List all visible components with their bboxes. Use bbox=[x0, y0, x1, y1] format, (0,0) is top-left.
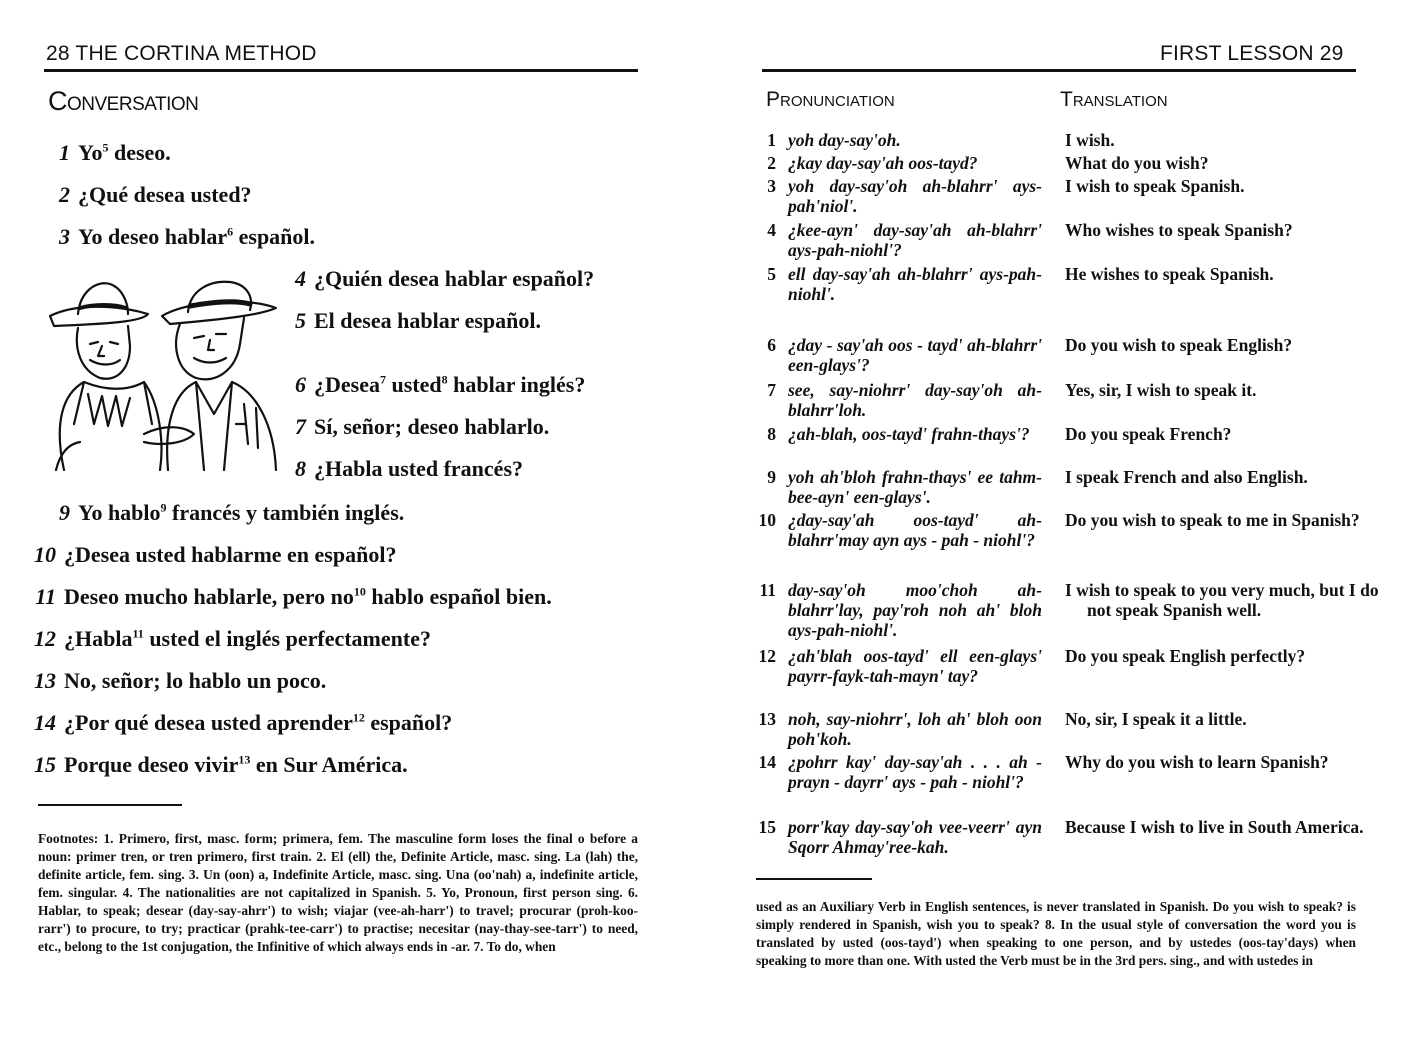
pronunciation-text: ¿ah'blah oos-tayd' ell een-glays' payrr-fayk-tah-mayn' tay? bbox=[788, 646, 1042, 686]
translation-text: I wish to speak to you very much, but I do not speak Spanish well. bbox=[1065, 580, 1379, 620]
illustration-svg bbox=[44, 274, 284, 474]
translation-text: What do you wish? bbox=[1065, 153, 1209, 173]
row-number: 6 bbox=[767, 335, 776, 355]
pronunciation-text: yoh day-say'oh. bbox=[788, 130, 901, 150]
line-text: No, señor; lo hablo un poco. bbox=[64, 668, 327, 693]
line-number: 6 bbox=[295, 372, 306, 397]
line-text: ¿Habla usted francés? bbox=[314, 456, 523, 481]
row-number: 14 bbox=[758, 752, 776, 772]
line-number: 8 bbox=[295, 456, 306, 481]
line-text: Porque deseo vivir$^{13}$ en Sur América. bbox=[64, 752, 408, 777]
line-text: ¿Desea$^7$ usted$^8$ hablar inglés? bbox=[314, 372, 586, 397]
column-head-pronunciation: Pronunciation bbox=[766, 88, 895, 111]
row-number: 7 bbox=[767, 380, 776, 400]
translation-text: Yes, sir, I wish to speak it. bbox=[1065, 380, 1257, 400]
line-text: ¿Quién desea hablar español? bbox=[314, 266, 595, 291]
conversation-line bbox=[30, 542, 396, 568]
translation-text: Do you speak French? bbox=[1065, 424, 1232, 444]
row-number: 5 bbox=[767, 264, 776, 284]
translation-text: Because I wish to live in South America. bbox=[1065, 817, 1364, 837]
pronunciation-text: yoh ah'bloh frahn-thays' ee tahm-bee-ayn' een-glays'. bbox=[788, 467, 1042, 507]
conversation-line bbox=[280, 456, 523, 482]
running-head-left: 28 THE CORTINA METHOD bbox=[46, 42, 317, 65]
pronunciation-text: ¿day-say'ah oos-tayd' ah-blahrr'may ayn ays - pah - niohl'? bbox=[788, 510, 1042, 550]
footnotes-right: used as an Auxiliary Verb in English sentences, is never translated in Spanish. Do you wish to speak? is simply rendered in Spanish, wish you to speak? 8. In the usual style of conversation the word you is translated by usted (oos-tayd') when speaking to one person, and by ustedes (oos-tay'days) when speaking to more than one. With usted the Verb must be in the 3rd pers. sing., and with ustedes in bbox=[756, 899, 1356, 968]
line-text: ¿Desea usted hablarme en español? bbox=[64, 542, 397, 567]
line-number: 3 bbox=[59, 224, 70, 249]
line-number: 9 bbox=[59, 500, 70, 525]
pronunciation-text: ¿kee-ayn' day-say'ah ah-blahrr' ays-pah-niohl'? bbox=[788, 220, 1042, 260]
row-number: 1 bbox=[767, 130, 776, 150]
row-number: 4 bbox=[767, 220, 776, 240]
right-page bbox=[704, 0, 1408, 1039]
translation-text: I wish to speak Spanish. bbox=[1065, 176, 1245, 196]
translation-text: He wishes to speak Spanish. bbox=[1065, 264, 1274, 284]
line-text: Yo hablo$^9$ francés y también inglés. bbox=[78, 500, 405, 525]
line-text: Sí, señor; deseo hablarlo. bbox=[314, 414, 550, 439]
footnote-rule-right bbox=[756, 878, 872, 880]
conversation-line bbox=[30, 626, 431, 652]
conversation-line bbox=[280, 266, 594, 292]
pronunciation-text: noh, say-niohrr', loh ah' bloh oon poh'koh. bbox=[788, 709, 1042, 749]
translation-text: Why do you wish to learn Spanish? bbox=[1065, 752, 1329, 772]
conversation-line bbox=[280, 414, 549, 440]
row-number: 2 bbox=[767, 153, 776, 173]
translation-text: Do you speak English perfectly? bbox=[1065, 646, 1306, 666]
running-head-right: FIRST LESSON 29 bbox=[1160, 42, 1344, 65]
line-number: 14 bbox=[34, 710, 56, 735]
line-text: Deseo mucho hablarle, pero $no^{10}$ hablo español bien. bbox=[64, 584, 552, 609]
pronunciation-text: ¿kay day-say'ah oos-tayd? bbox=[788, 153, 978, 173]
line-number: 7 bbox=[295, 414, 306, 439]
translation-text: No, sir, I speak it a little. bbox=[1065, 709, 1247, 729]
row-number: 11 bbox=[759, 580, 776, 600]
translation-text: Who wishes to speak Spanish? bbox=[1065, 220, 1293, 240]
footnote-rule bbox=[38, 804, 182, 806]
row-number: 3 bbox=[767, 176, 776, 196]
header-rule bbox=[44, 69, 638, 72]
pronunciation-text: yoh day-say'oh ah-blahrr' ays-pah'niol'. bbox=[788, 176, 1042, 216]
line-number: 1 bbox=[59, 140, 70, 165]
line-number: 5 bbox=[295, 308, 306, 333]
conversation-line bbox=[280, 308, 541, 334]
line-text: ¿Habla$^{11}$ usted el inglés perfectamente? bbox=[64, 626, 431, 651]
conversation-line bbox=[30, 584, 552, 610]
translation-text: I wish. bbox=[1065, 130, 1115, 150]
line-number: 10 bbox=[34, 542, 56, 567]
conversation-line bbox=[44, 500, 404, 526]
pronunciation-text: see, say-niohrr' day-say'oh ah-blahrr'loh. bbox=[788, 380, 1042, 420]
conversation-line bbox=[44, 224, 315, 250]
translation-text: I speak French and also English. bbox=[1065, 467, 1308, 487]
line-number: 11 bbox=[35, 584, 56, 609]
pronunciation-text: ¿pohrr kay' day-say'ah . . . ah - prayn - dayrr' ays - pah - niohl'? bbox=[788, 752, 1042, 792]
row-number: 13 bbox=[758, 709, 776, 729]
line-text: Yo$^5$ deseo. bbox=[78, 140, 171, 165]
conversation-line bbox=[280, 372, 585, 398]
conversation-line bbox=[44, 140, 171, 166]
row-number: 12 bbox=[758, 646, 776, 666]
conversation-line bbox=[44, 182, 252, 208]
conversation-line bbox=[30, 668, 326, 694]
row-number: 9 bbox=[767, 467, 776, 487]
conversation-line bbox=[30, 752, 408, 778]
line-text: Yo deseo hablar$^6$ español. bbox=[78, 224, 316, 249]
conversation-line bbox=[30, 710, 452, 736]
pronunciation-text: porr'kay day-say'oh vee-veerr' ayn Sqorr Ahmay'ree-kah. bbox=[788, 817, 1042, 857]
line-number: 13 bbox=[34, 668, 56, 693]
header-rule-right bbox=[762, 69, 1356, 72]
row-number: 15 bbox=[758, 817, 776, 837]
illustration-two-men bbox=[44, 274, 284, 474]
column-head-translation: Translation bbox=[1060, 88, 1168, 111]
translation-text: Do you wish to speak to me in Spanish? bbox=[1065, 510, 1360, 530]
line-number: 12 bbox=[34, 626, 56, 651]
line-number: 4 bbox=[295, 266, 306, 291]
line-text: ¿Por qué desea usted aprender$^{12}$ español? bbox=[64, 710, 453, 735]
pronunciation-text: ¿day - say'ah oos - tayd' ah-blahrr' een-glays'? bbox=[788, 335, 1042, 375]
line-number: 15 bbox=[34, 752, 56, 777]
section-title: Conversation bbox=[48, 86, 199, 116]
pronunciation-text: day-say'oh moo'choh ah-blahrr'lay, pay'roh noh ah' bloh ays-pah-niohl'. bbox=[788, 580, 1042, 640]
line-text: ¿Qué desea usted? bbox=[78, 182, 252, 207]
translation-text: Do you wish to speak English? bbox=[1065, 335, 1293, 355]
pronunciation-text: ell day-say'ah ah-blahrr' ays-pah-niohl'. bbox=[788, 264, 1042, 304]
line-text: El desea hablar español. bbox=[314, 308, 541, 333]
footnotes-left: Footnotes: 1. Primero, first, masc. form; primera, fem. The masculine form loses the final o before a noun: primer tren, or tren primero, first train. 2. El (ell) the, Definite Article, masc. sing. La (lah) the, definite article, fem. sing. 3. Un (oon) a, Indefinite Article, masc. sing. Una (oo'nah) a, indefinite article, fem. singular. 4. The nationalities are not capitalized in Spanish. 5. Yo, Pronoun, first person sing. 6. Hablar, to speak; desear (day-say-ahrr') to wish; viajar (vee-ah-harr') to travel; procurar (proh-koo-rarr') to procure, to try; practicar (prahk-tee-carr') to practise; necesitar (nay-thay-see-tarr') to need, etc., belong to the 1st conjugation, the Infinitive of which always ends in -ar. 7. To do, when bbox=[38, 831, 638, 954]
row-number: 10 bbox=[758, 510, 776, 530]
line-number: 2 bbox=[59, 182, 70, 207]
pronunciation-text: ¿ah-blah, oos-tayd' frahn-thays'? bbox=[788, 424, 1030, 444]
row-number: 8 bbox=[767, 424, 776, 444]
